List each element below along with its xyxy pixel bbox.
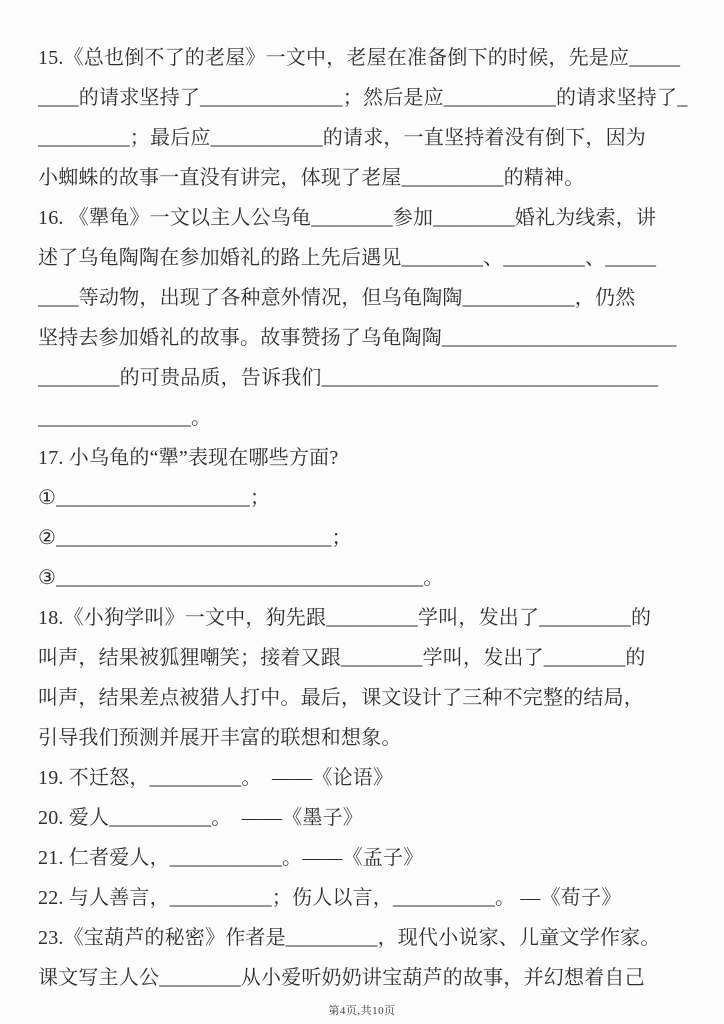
question-16-line-4: 坚持去参加婚礼的故事。故事赞扬了乌龟陶陶_______________________	[38, 327, 677, 349]
question-18-line-4: 引导我们预测并展开丰富的联想和想象。	[38, 727, 402, 749]
question-18-line-3: 叫声，结果差点被猎人打中。最后，课文设计了三种不完整的结局，	[38, 687, 644, 709]
worksheet-page	[38, 38, 712, 998]
question-23-line-1: 23.《宝葫芦的秘密》作者是_________，现代小说家、儿童文学作家。	[38, 927, 661, 949]
question-16-line-3: ____等动物，出现了各种意外情况，但乌龟陶陶___________，仍然	[38, 287, 636, 309]
question-18-line-1: 18.《小狗学叫》一文中，狗先跟_________学叫，发出了_________的	[38, 607, 652, 629]
page-number: 第4页,共10页	[328, 1005, 396, 1017]
question-16-line-6: _______________。	[38, 407, 212, 429]
question-15-line-1: 15.《总也倒不了的老屋》一文中，老屋在准备倒下的时候，先是应_____	[38, 47, 681, 69]
question-23-line-2: 课文写主人公________从小爱听奶奶讲宝葫芦的故事，并幻想着自己	[38, 967, 645, 989]
question-16-line-2: 述了乌龟陶陶在参加婚礼的路上先后遇见________、________、_____	[38, 247, 657, 269]
question-17-item-1: ①___________________；	[38, 487, 271, 509]
question-19: 19. 不迁怒，_________。 ——《论语》	[38, 767, 394, 789]
question-21: 21. 仁者爱人，___________。——《孟子》	[38, 847, 424, 869]
question-18-line-2: 叫声，结果被狐狸嘲笑；接着又跟________学叫，发出了________的	[38, 647, 646, 669]
question-16-line-5: ________的可贵品质，告诉我们_________________________________	[38, 367, 659, 389]
question-15-line-3: _________；最后应___________的请求，一直坚持着没有倒下，因为	[38, 127, 646, 149]
question-17-item-3: ③____________________________________。	[38, 567, 444, 589]
question-22: 22. 与人善言，__________；伤人以言，__________。 —《荀子》	[38, 887, 622, 909]
question-17-prompt: 17. 小乌龟的“犟”表现在哪些方面?	[38, 447, 339, 469]
question-15-line-4: 小蜘蛛的故事一直没有讲完，体现了老屋__________的精神。	[38, 167, 585, 189]
question-17-item-2: ②___________________________；	[38, 527, 352, 549]
question-20: 20. 爱人__________。 ——《墨子》	[38, 807, 363, 829]
question-16-line-1: 16. 《犟龟》一文以主人公乌龟________参加________婚礼为线索，讲	[38, 207, 657, 229]
question-15-line-2: ____的请求坚持了______________；然后是应___________的请求坚持了_	[38, 87, 688, 109]
